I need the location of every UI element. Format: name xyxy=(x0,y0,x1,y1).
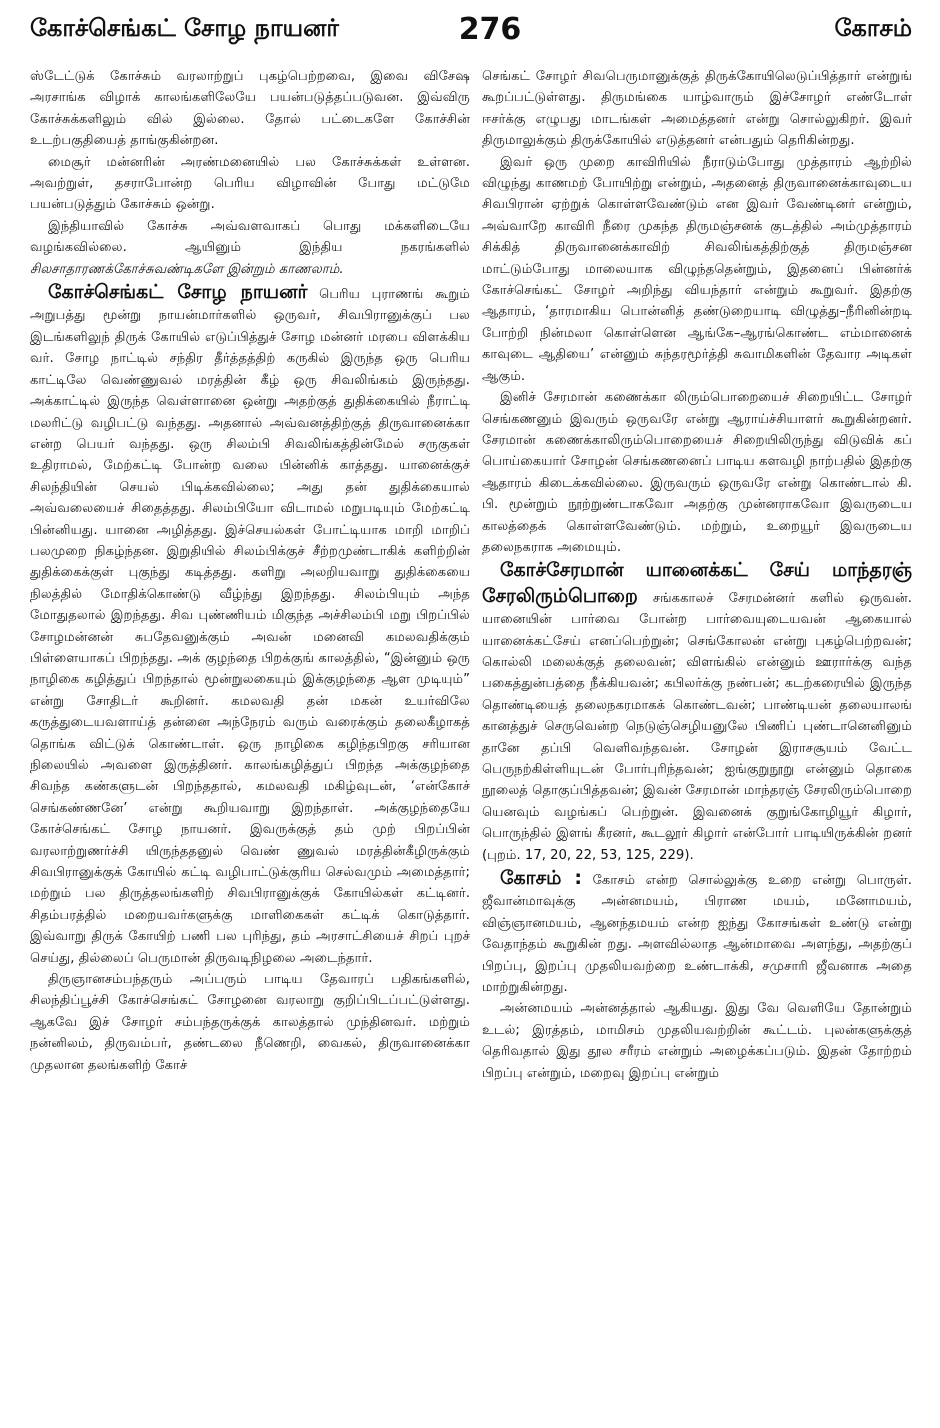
entry-body: சங்ககாலச் சேரமன்னர் களில் ஒருவன். யானையின் பார்வை போன்ற பார்வையுடையவன் ஆகையால் யானைக்கட்சேய் எனப்பெற்றுன்; செங்கோலன் என்று புகழ்பெற்றவன்; கொல்லி மலைக்குத் தலைவன்; விளங்கில் என்னும் ஊரார்க்கு வந்த பகைத்துன்பத்தை நீக்கியவன்; கபிலர்க்கு நண்பன்; கடற்கரையில் இருந்த தொண்டியைத் தலைநகரமாகக் கொண்டவன்; பாண்டியன் தலையாலங் கானத்துச் செருவென்ற நெடுஞ்செழியனுலே பிணிப் புண்டானெனினும் தானே தப்பி வெளிவந்தவன். சோழன் இராசசூயம் வேட்ட பெருநற்கிள்ளியுடன் போர்புரிந்தவன்; ஐங்குறுநூறு என்னும் தொகை நூலைத் தொகுப்பித்தவன்; இவன் சேரமான் மாந்தரஞ் சேரலிரும்பொறை யெனவும் வழங்கப் பெற்றுன். இவனைக் குறுங்கோழியூர் கிழார், பொருந்தில் இளங் கீரனர், கூடலூர் கிழார் என்போர் பாடியிருக்கின் றனர் (புறம். 17, 20, 22, 53, 125, 229). xyxy=(482,590,912,863)
paragraph: இவர் ஒரு முறை காவிரியில் நீராடும்போது முத்தாரம் ஆற்றில் விழுந்து காணமற் போயிற்று என்றும், அதனைத் திருவானைக்காவுடைய சிவபிரான் ஏற்றுக் கொள்ளவேண்டும் என இவர் வேண்டினர் என்றும், அவ்வாறே காவிரி நீரை முகந்த திருமஞ்சனக் குடத்தில் அம்முத்தாரம் சிக்கித் திருவானைக்காவிற் சிவலிங்கத்திற்குத் திருமஞ்சன மாட்டும்போது மாலையாக விழுந்ததென்றும், இதனைப் பின்னர்க் கோச்செங்கட் சோழர் அறிந்து வியந்தார் என்றும் கூறுவர். இதற்கு ஆதாரம், ‘தாரமாகிய பொன்னித் தண்டுறையாடி விழுத்து–நீரினின்றடி போற்றி நின்மலா கொள்ளென ஆங்கே–ஆரங்கொண்ட எம்மானைக் காவுடை ஆதியை’ என்னும் சுந்தரமூர்த்தி சுவாமிகளின் தேவார அடிகள் ஆகும். xyxy=(482,154,912,384)
paragraph xyxy=(30,216,470,280)
paragraph: ஸ்டேட்டுக் கோச்சும் வரலாற்றுப் புகழ்பெற்றவை, இவை விசேஷ அரசாங்க விழாக் காலங்களிலேயே பயன்படுத்தப்படுவன. இவ்விரு கோச்சுக்களிலும் வில் இல்லை. தோல் பட்டைகளே கோச்சின் உடற்பகுதியைத் தாங்குகின்றன. xyxy=(30,69,470,149)
running-head-left: கோச்செங்கட் சோழ நாயனர் xyxy=(30,14,339,42)
paragraph: திருஞானசம்பந்தரும் அப்பரும் பாடிய தேவாரப் பதிகங்களில், சிலந்திப்பூச்சி கோச்செங்கட் சோழனை வரலாறு குறிப்பிடப்பட்டுள்ளது. ஆகவே இச் சோழர் சம்பந்தருக்குக் காலத்தால் முந்தினவர். மற்றும் நன்னிலம், திருவம்பர், தண்டலை நீணெறி, வைகல், திருவானைக்கா முதலான தலங்களிற் கோச் xyxy=(30,972,470,1073)
entry xyxy=(482,558,912,866)
entry-title: கோசம் : xyxy=(500,867,582,890)
paragraph: அன்னமயம் அன்னத்தால் ஆகியது. இது வே வெளியே தோன்றும் உடல்; இரத்தம், மாமிசம் முதலியவற்றின் கூட்டம். புலன்களுக்குத் தெரிவதால் இது தூல சரீரம் என்றும் அழைக்கப்படும். இதன் தோற்றம் பிறப்பு என்றும், மறைவு இறப்பு என்றும் xyxy=(482,1001,912,1081)
page-number: 276 xyxy=(458,12,522,47)
paragraph-text: இந்தியாவில் கோச்சு அவ்வளவாகப் பொது மக்களிடையே வழங்கவில்லை. ஆயினும் இந்திய நகரங்களில் xyxy=(30,218,470,256)
entry xyxy=(30,280,470,969)
entry-title: கோச்செங்கட் சோழ நாயனர் xyxy=(48,281,308,304)
paragraph: மைசூர் மன்னரின் அரண்மனையில் பல கோச்சுக்கள் உள்ளன. அவற்றுள், தசராபோன்ற பெரிய விழாவின் போது மட்டுமே பயன்படுத்தும் கோச்சும் ஒன்று. xyxy=(30,154,470,213)
running-head-right: கோசம் xyxy=(834,14,912,42)
entry-title: கோச்சேரமான் யானைக்கட் சேய் மாந்தரஞ் சேரலிரும்பொறை xyxy=(482,559,912,607)
paragraph: செங்கட் சோழர் சிவபெருமானுக்குத் திருக்கோயிலெடுப்பித்தார் என்றுங் கூறப்பட்டுள்ளது. திருமங்கை யாழ்வாரும் இச்சோழர் எண்டோள் ஈசர்க்கு எழுபது மாடங்கள் அமைத்தனர் என்று சொல்லுகிறர். இவர் திருமாலுக்கும் திருக்கோயில் எடுத்தனர் என்பதும் தெரிகின்றது. xyxy=(482,69,912,149)
entry xyxy=(482,866,912,998)
right-column xyxy=(482,66,912,1084)
paragraph-text-italic: சிலசாதாரணக்கோச்சுவண்டிகளே இன்றும் காணலாம். xyxy=(30,261,344,277)
entry-body: பெரிய புராணங் கூறும் அறுபத்து மூன்று நாயன்மார்களில் ஒருவர், சிவபிரானுக்குப் பல இடங்களிலுந் திருக் கோயில் எடுப்பித்துச் சோழ மன்னர் மரபை விளக்கிய வர். சோழ நாட்டில் சந்திர தீர்த்தத்திற் கருகில் இருந்த ஒரு பெரிய காட்டிலே வெண்ணுவல் மரத்தின் கீழ் ஒரு சிவலிங்கம் இருந்தது. அக்காட்டில் இருந்த வெள்ளானை ஒன்று அதற்குத் துதிக்கையில் நீராட்டி மலரிட்டு வழிபட்டு வந்தது. அதனால் அவ்வனத்திற்குத் திருவானைக்கா என்ற பெயர் வந்தது. ஒரு சிலம்பி சிவலிங்கத்தின்மேல் சருகுகள் உதிராமல், மேற்கட்டி போன்ற வலை பின்னிக் காத்தது. யானைக்குச் சிலந்தியின் செயல் பிடிக்கவில்லை; அது தன் துதிக்கையால் அவ்வலையைச் சிதைத்தது. சிலம்பியோ விடாமல் மறுபடியும் மேற்கட்டி பின்னியது. யானை அழித்தது. இச்செயல்கள் போட்டியாக மாறி மாறிப் பலமுறை நிகழ்ந்தன. இறுதியில் சிலம்பிக்குச் சீற்றமுண்டாகிக் களிற்றின் துதிக்கைக்குள் புகுந்து கடித்தது. களிறு அலறியவாறு துதிக்கையை நிலத்தில் மோதிக்கொண்டு வீழ்ந்து இறந்தது. சிலம்பியும் அந்த மோதுதலால் இறந்தது. சிவ புண்ணியம் மிகுந்த அச்சிலம்பி மறு பிறப்பில் சோழமன்னன் சுபதேவனுக்கும் அவன் மனைவி கமலவதிக்கும் பிள்ளையாகப் பிறந்தது. அக் குழந்தை பிறக்குங் காலத்தில், “இன்னும் ஒரு நாழிகை கழித்துப் பிறந்தால் மூன்றுலகையும் இக்குழந்தை ஆள முடியும்” என்று சோதிடர் கூறினர். கமலவதி தன் மகன் உயர்விலே கருத்துடையவளாய்த் தன்னை அந்நேரம் வரும் வரைக்கும் தலைகீழாகத் தொங்க விட்டுக் கொண்டாள். ஒரு நாழிகை கழிந்தபிறகு சரியான நிலையில் அவளை இருத்தினர். காலங்கழித்துப் பிறந்த அக்குழந்தை சிவந்த கண்களுடன் பிறந்ததால், கமலவதி மகிழ்வுடன், ‘என்கோச் செங்கண்ணனே’ என்று கூறியவாறு இறந்தாள். அக்குழந்தையே கோச்செங்கட் சோழ நாயனர். இவருக்குத் தம் முற் பிறப்பின் வரலாற்றுணர்ச்சி யிருந்ததனுல் வெண் ணுவல் மரத்தின்கீழிருக்கும் சிவபிரானுக்குக் கோயில் கட்டி வழிபாட்டுக்குரிய செல்வமும் அமைத்தார்; மற்றும் பல திருத்தலங்களிற் சிவபிரானுக்குக் கோயில்கள் கட்டினர். சிதம்பரத்தில் மறையவர்களுக்கு மாளிகைகள் கட்டிக் கொடுத்தார். இவ்வாறு திருக் கோயிற் பணி பல புரிந்து, தம் அரசாட்சியைச் சிறப் புறச் செய்து, தில்லைப் பெருமான் திருவடிநிழலை அடைந்தார். xyxy=(30,287,470,966)
page-header xyxy=(30,14,912,54)
paragraph: இனிச் சேரமான் கணைக்கா லிரும்பொறையைச் சிறையிட்ட சோழர் செங்கணனும் இவரும் ஒருவரே என்று ஆராய்ச்சியாளர் கூறுகின்றனர். சேரமான் கணைக்காலிரும்பொறையைச் சிறையிலிருந்து விடுவிக் கப் பொய்கையார் சோழன் செங்கணனைப் பாடிய களவழி நாற்பதில் இதற்கு ஆதாரம் கிடைக்கவில்லை. இருவரும் ஒருவரே என்று கொண்டால் கி. பி. மூன்றும் நூற்றுண்டாகவோ அதற்கு முன்னராகவோ இவருடைய காலத்தைக் கொள்ளவேண்டும். மற்றும், உறையூர் இவருடைய தலைநகராக அமையும். xyxy=(482,390,912,555)
left-column xyxy=(30,66,470,1076)
entry-body: கோசம் என்ற சொல்லுக்கு உறை என்று பொருள். ஜீவான்மாவுக்கு அன்னமயம், பிராண மயம், மனோமயம், விஞ்ஞானமயம், ஆனந்தமயம் என்ற ஐந்து கோசங்கள் உண்டு என்று வேதாந்தம் கூறுகின் றது. அளவில்லாத ஆன்மாவை அளந்து, அதற்குப் பிறப்பு, இறப்பு முதலியவற்றை உண்டாக்கி, சமுசாரி ஜீவனாக அதை மாற்றுகின்றது. xyxy=(482,873,912,996)
